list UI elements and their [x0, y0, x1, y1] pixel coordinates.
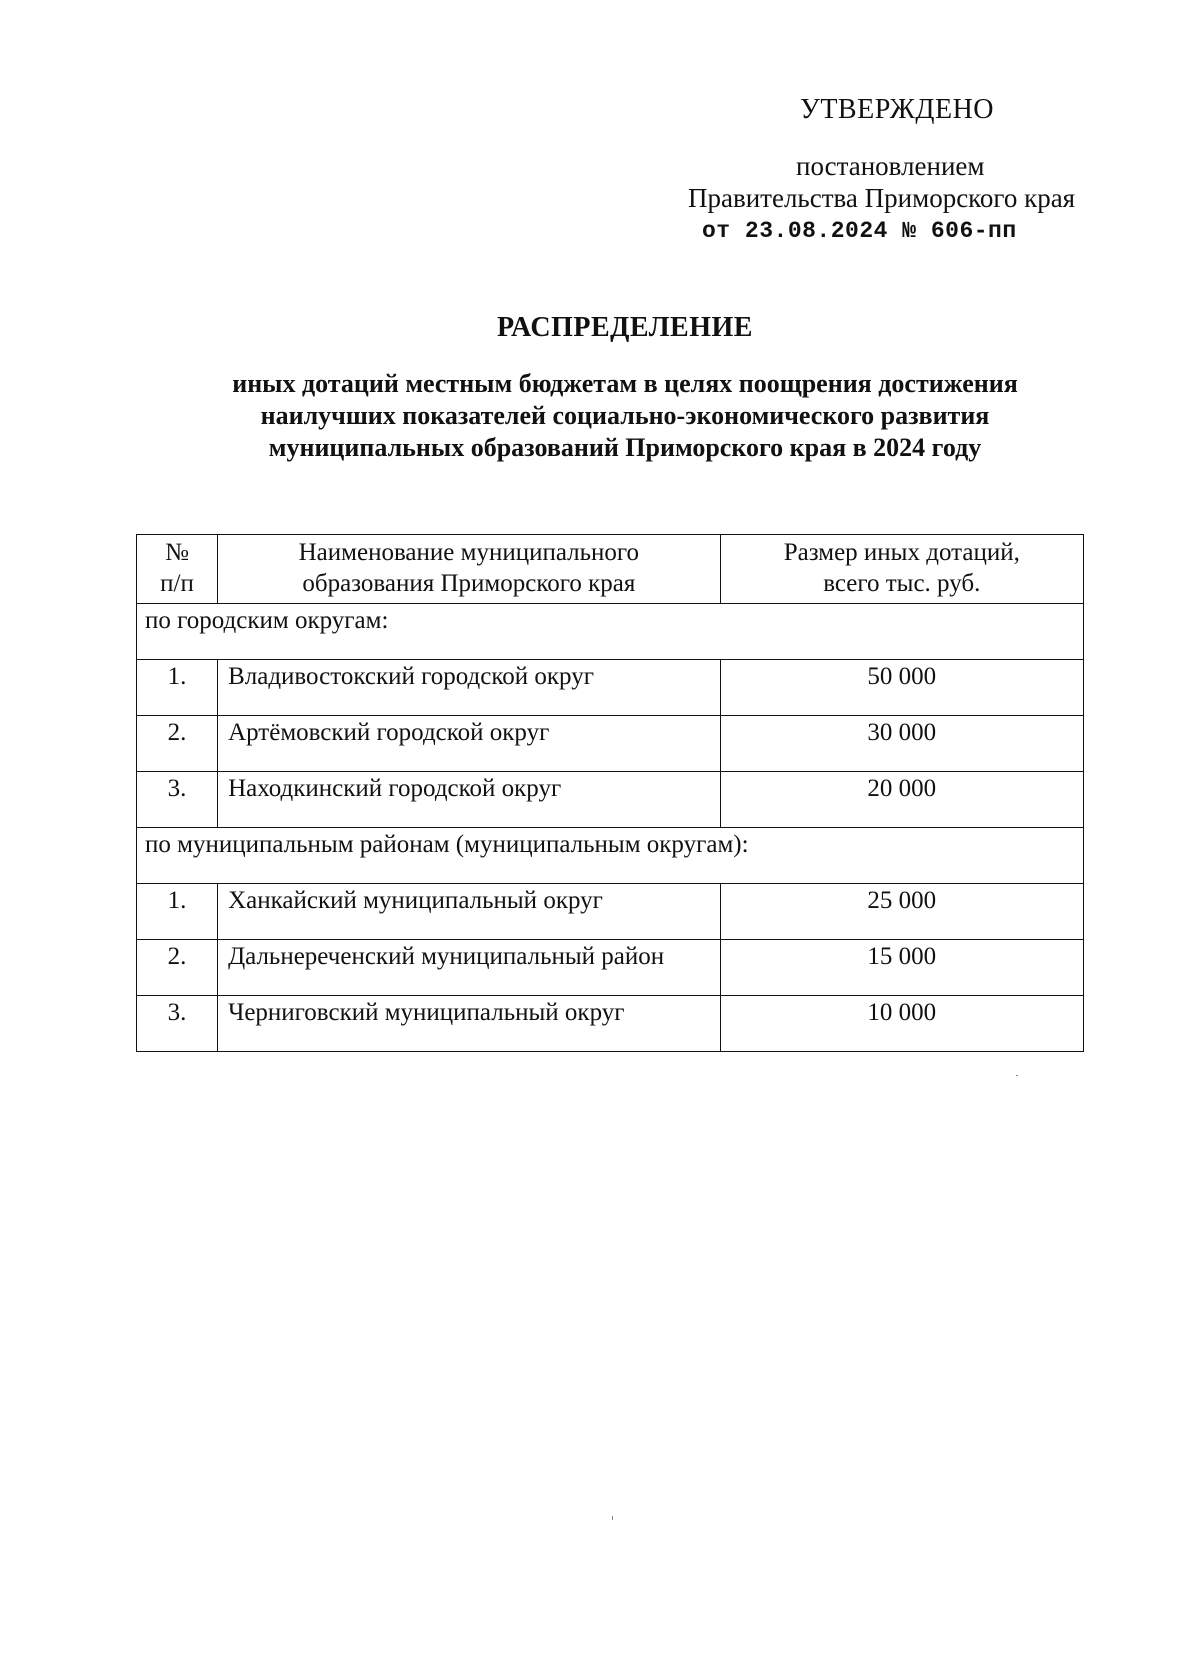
row-value: 15 000 [720, 940, 1083, 996]
header-number-line-2: п/п [160, 570, 194, 597]
row-value: 30 000 [720, 716, 1083, 772]
section-label: по муниципальным районам (муниципальным округам): [137, 828, 1084, 884]
distribution-table [136, 534, 1084, 1052]
header-name-line-1: Наименование муниципального [298, 539, 640, 566]
scan-speck [612, 1516, 613, 1520]
subtitle-line-1: иных дотаций местным бюджетам в целях поощрения достижения [232, 369, 1018, 398]
header-value-line-2: всего тыс. руб. [823, 570, 981, 597]
table-row [137, 940, 1084, 996]
row-value: 20 000 [720, 772, 1083, 828]
table-row [137, 716, 1084, 772]
section-row-urban [137, 604, 1084, 660]
row-name: Ханкайский муниципальный округ [218, 884, 721, 940]
section-row-municipal [137, 828, 1084, 884]
row-number: 2. [137, 716, 218, 772]
row-number: 1. [137, 660, 218, 716]
approval-line-1: постановлением [796, 151, 985, 181]
header-name [218, 535, 721, 604]
document-title: РАСПРЕДЕЛЕНИЕ [497, 312, 753, 343]
header-number [137, 535, 218, 604]
row-name: Артёмовский городской округ [218, 716, 721, 772]
table-row [137, 772, 1084, 828]
document-subtitle [160, 368, 1090, 464]
row-name: Находкинский городской округ [218, 772, 721, 828]
row-number: 1. [137, 884, 218, 940]
table-row [137, 660, 1084, 716]
subtitle-line-2: наилучших показателей социально-экономического развития [260, 401, 990, 430]
row-number: 2. [137, 940, 218, 996]
header-name-line-2: образования Приморского края [302, 570, 636, 597]
row-name: Владивостокский городской округ [218, 660, 721, 716]
row-number: 3. [137, 996, 218, 1052]
subtitle-line-3: муниципальных образований Приморского края в 2024 году [268, 433, 982, 462]
header-value [720, 535, 1083, 604]
row-value: 50 000 [720, 660, 1083, 716]
approval-line-2: Правительства Приморского края [688, 183, 1076, 213]
row-name: Дальнереченский муниципальный район [218, 940, 721, 996]
approval-title: УТВЕРЖДЕНО [800, 94, 995, 125]
approval-date-number: от 23.08.2024 № 606-пп [702, 218, 1017, 244]
table-row [137, 884, 1084, 940]
header-number-line-1: № [165, 539, 189, 566]
row-name: Черниговский муниципальный округ [218, 996, 721, 1052]
table-row [137, 996, 1084, 1052]
row-value: 25 000 [720, 884, 1083, 940]
row-value: 10 000 [720, 996, 1083, 1052]
section-label: по городским округам: [137, 604, 1084, 660]
row-number: 3. [137, 772, 218, 828]
scan-speck [1016, 1075, 1018, 1076]
table-header-row [137, 535, 1084, 604]
header-value-line-1: Размер иных дотаций, [783, 539, 1020, 566]
